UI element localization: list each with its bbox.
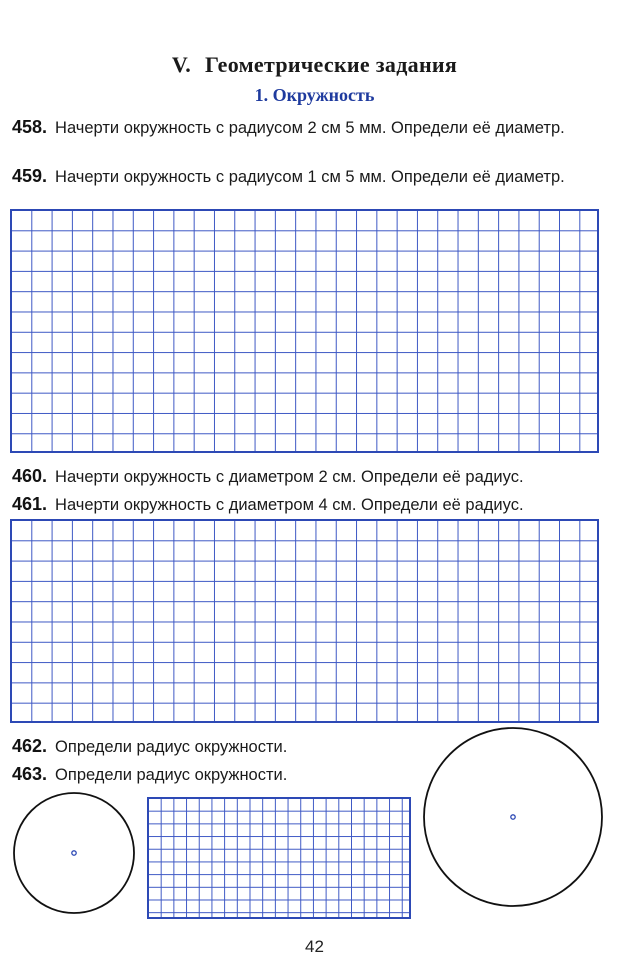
task-459 — [12, 166, 602, 187]
task-number: 458. — [12, 117, 48, 137]
task-text: Начерти окружность с радиусом 1 см 5 мм. Определи её диаметр. — [55, 168, 565, 186]
task-number: 463. — [12, 764, 48, 784]
task-number: 460. — [12, 466, 48, 486]
large-circle — [424, 728, 602, 906]
chapter-number: V. — [171, 52, 192, 77]
large-circle-figure — [420, 725, 606, 911]
small-circle — [14, 793, 134, 913]
chapter-title — [0, 52, 629, 78]
task-number: 461. — [12, 494, 48, 514]
small-circle-figure — [10, 791, 138, 919]
section-title: 1. Окружность — [254, 85, 375, 105]
task-number: 462. — [12, 736, 48, 756]
grid-paper-3[interactable] — [147, 797, 411, 919]
task-text: Определи радиус окружности. — [55, 738, 288, 756]
small-circle-center — [72, 851, 76, 855]
task-460 — [12, 466, 602, 487]
task-number: 459. — [12, 166, 48, 186]
grid-paper-1[interactable] — [10, 209, 599, 453]
task-text: Начерти окружность с диаметром 2 см. Определи её радиус. — [55, 468, 524, 486]
large-circle-center — [511, 815, 515, 819]
task-461 — [12, 494, 602, 515]
task-text: Начерти окружность с диаметром 4 см. Определи её радиус. — [55, 496, 524, 514]
task-text: Начерти окружность с радиусом 2 см 5 мм. Определи её диаметр. — [55, 119, 565, 137]
task-text: Определи радиус окружности. — [55, 766, 288, 784]
chapter-title-text: Геометрические задания — [205, 52, 458, 77]
grid-paper-2[interactable] — [10, 519, 599, 723]
page-number: 42 — [305, 937, 324, 956]
task-458 — [12, 117, 602, 138]
